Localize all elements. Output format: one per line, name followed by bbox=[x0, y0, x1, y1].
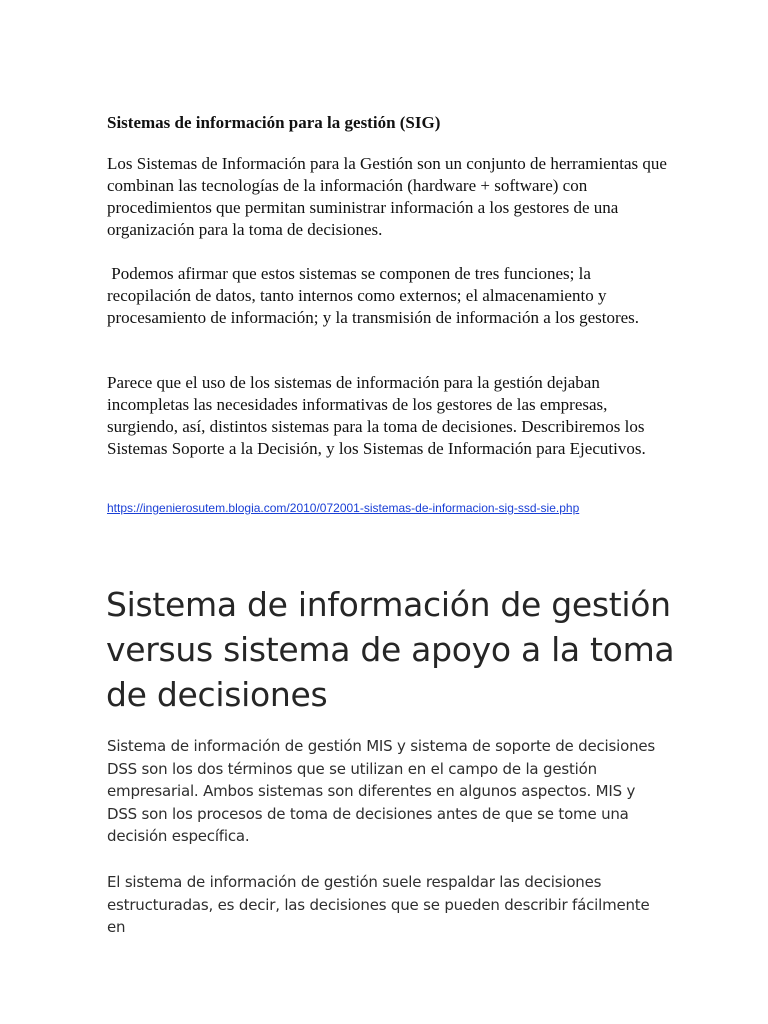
paragraph-mis-structured: El sistema de información de gestión suele respaldar las decisiones estructuradas, es decir, las decisiones que se pueden describir fácilmente en bbox=[107, 873, 650, 936]
section-title-sig: Sistemas de información para la gestión (SIG) bbox=[107, 113, 441, 132]
paragraph-sig-decision-systems: Parece que el uso de los sistemas de información para la gestión dejaban incompletas las necesidades informativas de los gestores de las empresas, surgiendo, así, distintos sistemas para la toma de decisiones. Describiremos los Sistemas Soporte a la Decisión, y los Sistemas de Información para Ejecutivos. bbox=[107, 373, 646, 458]
paragraph-sig-definition: Los Sistemas de Información para la Gestión son un conjunto de herramientas que combinan las tecnologías de la información (hardware + software) con procedimientos que permitan suministrar información a los gestores de una organización para la toma de decisiones. bbox=[107, 154, 667, 239]
paragraph-mis-dss-intro: Sistema de información de gestión MIS y sistema de soporte de decisiones DSS son los dos términos que se utilizan en el campo de la gestión empresarial. Ambos sistemas son diferentes en algunos aspectos. MIS y DSS son los procesos de toma de decisiones antes de que se tome una decisión específica. bbox=[107, 737, 656, 845]
paragraph-sig-functions bbox=[107, 263, 667, 329]
paragraph-sig-functions-text: Podemos afirmar que estos sistemas se componen de tres funciones; la recopilación de datos, tanto internos como externos; el almacenamiento y procesamiento de información; y la transmisión de información a los gestores. bbox=[107, 264, 640, 327]
section-heading-mis-vs-dss: Sistema de información de gestión versus sistema de apoyo a la toma de decisiones bbox=[106, 585, 675, 714]
source-link[interactable]: https://ingenierosutem.blogia.com/2010/072001-sistemas-de-informacion-sig-ssd-sie.php bbox=[107, 501, 580, 515]
